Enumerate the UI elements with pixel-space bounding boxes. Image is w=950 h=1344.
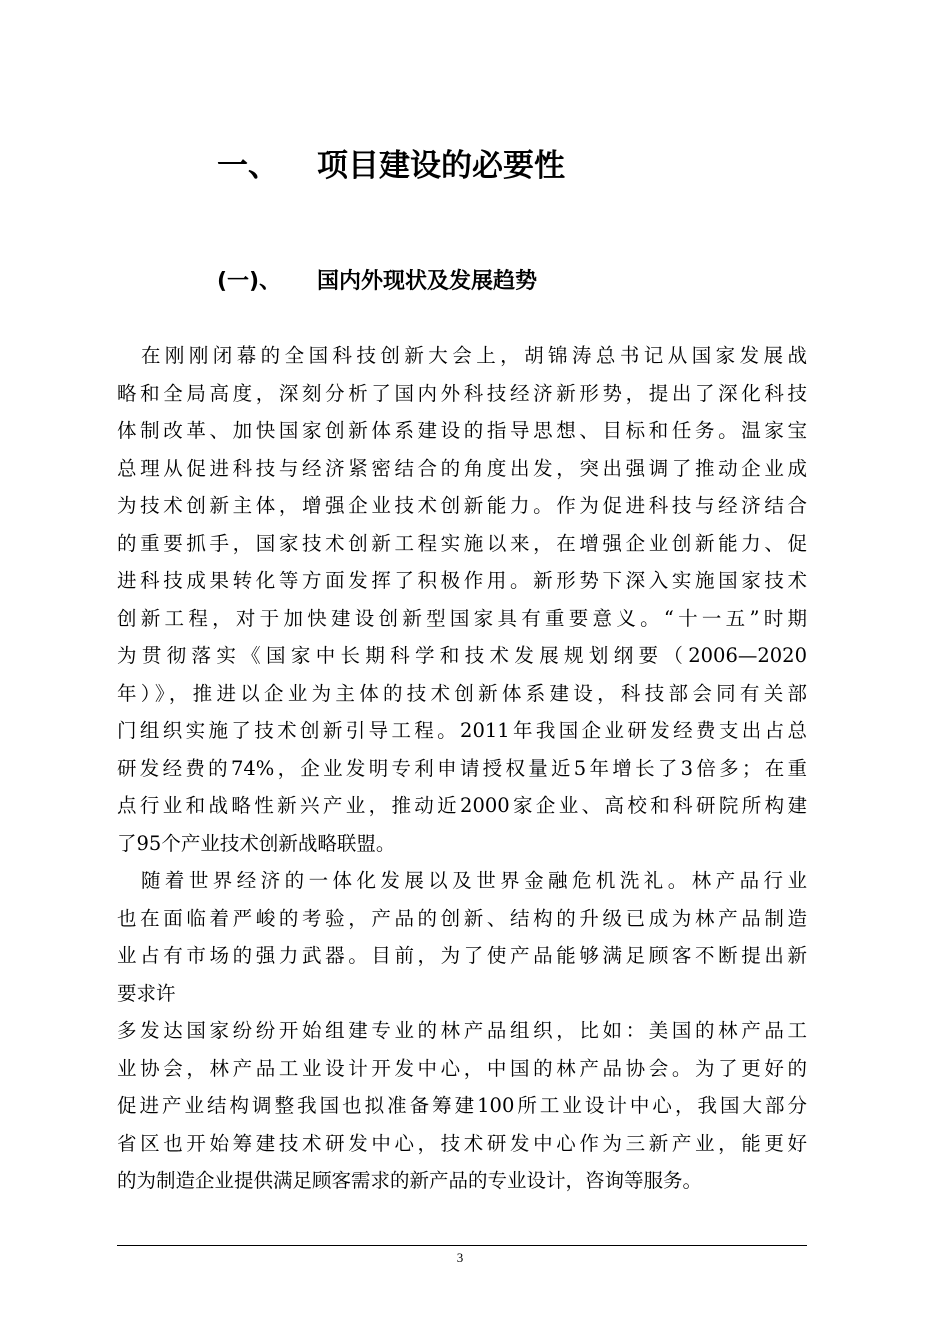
text-line: 了95个产业技术创新战略联盟。 (117, 831, 396, 855)
text-line: 的为制造企业提供满足顾客需求的新产品的专业设计，咨询等服务。 (117, 1169, 703, 1192)
text-line: 业占有市场的强力武器。目前，为了使产品能够满足顾客不断提出新 (117, 944, 807, 967)
text-line: 进科技成果转化等方面发挥了积极作用。新形势下深入实施国家技术 (117, 569, 807, 592)
text-line: 研发经费的74%，企业发明专利申请授权量近5年增长了3倍多；在重 (117, 756, 807, 780)
text-line: 为贯彻落实《国家中长期科学和技术发展规划纲要（2006—2020 (117, 644, 807, 667)
text-line: 要求许 (117, 981, 176, 1005)
section-number: 一、 (217, 148, 279, 184)
text-line: 总理从促进科技与经济紧密结合的角度出发，突出强调了推动企业成 (117, 456, 807, 480)
text-line: 随着世界经济的一体化发展以及世界金融危机洗礼。林产品行业 (117, 869, 807, 892)
text-line: 多发达国家纷纷开始组建专业的林产品组织，比如：美国的林产品工 (117, 1019, 807, 1042)
text-line: 业协会，林产品工业设计开发中心，中国的林产品协会。为了更好的 (117, 1056, 807, 1080)
text-line: 略和全局高度，深刻分析了国内外科技经济新形势，提出了深化科技 (117, 381, 807, 405)
subsection-title: 国内外现状及发展趋势 (317, 269, 538, 294)
body-text (117, 337, 807, 1200)
text-line: 点行业和战略性新兴产业，推动近2000家企业、高校和科研院所构建 (117, 794, 807, 817)
section-title: 项目建设的必要性 (317, 148, 565, 184)
text-line: 在刚刚闭幕的全国科技创新大会上，胡锦涛总书记从国家发展战 (117, 344, 807, 367)
text-line: 门组织实施了技术创新引导工程。2011年我国企业研发经费支出占总 (117, 719, 807, 742)
text-line: 省区也开始筹建技术研发中心，技术研发中心作为三新产业，能更好 (117, 1131, 807, 1155)
text-line: 为技术创新主体，增强企业技术创新能力。作为促进科技与经济结合 (117, 494, 807, 517)
text-line: 创新工程，对于加快建设创新型国家具有重要意义。“十一五”时期 (117, 606, 807, 630)
text-line: 的重要抓手，国家技术创新工程实施以来，在增强企业创新能力、促 (117, 531, 807, 555)
text-line: 年）》，推进以企业为主体的技术创新体系建设，科技部会同有关部 (117, 681, 807, 705)
section-heading (217, 144, 565, 188)
page-number: 3 (456, 1250, 464, 1265)
subsection-heading (217, 264, 537, 300)
subsection-number: (一)、 (217, 269, 282, 294)
footer-divider (117, 1245, 807, 1246)
text-line: 促进产业结构调整我国也拟准备筹建100所工业设计中心，我国大部分 (117, 1094, 807, 1117)
text-line: 也在面临着严峻的考验，产品的创新、结构的升级已成为林产品制造 (117, 906, 807, 930)
text-line: 体制改革、加快国家创新体系建设的指导思想、目标和任务。温家宝 (117, 419, 807, 442)
